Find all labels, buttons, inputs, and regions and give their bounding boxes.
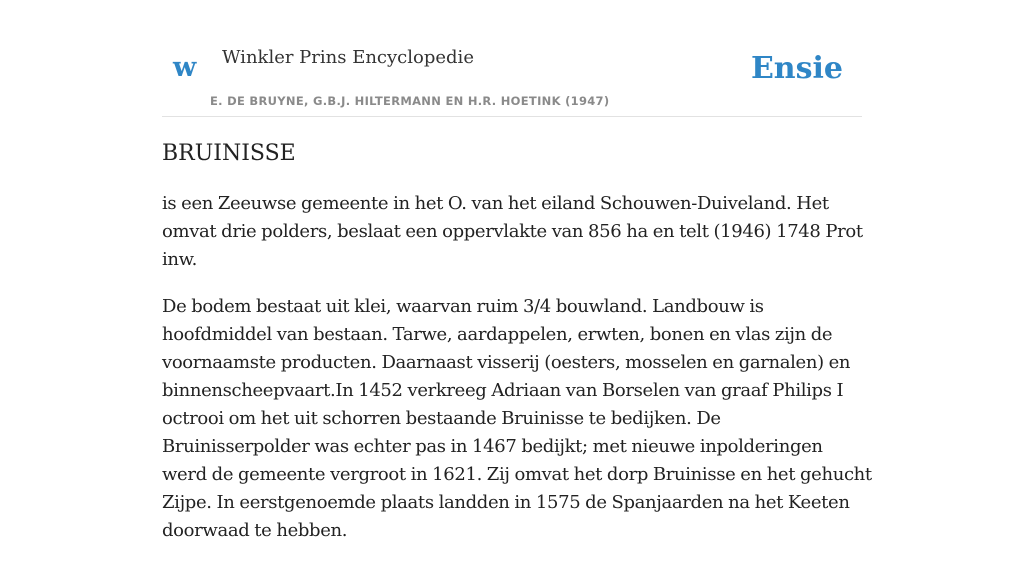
winkler-prins-logo[interactable]: w — [173, 52, 197, 83]
article — [162, 138, 872, 564]
article-title: BRUINISSE — [162, 141, 296, 166]
source-authors: E. DE BRUYNE, G.B.J. HILTERMANN EN H.R. HOETINK (1947) — [210, 94, 610, 108]
source-title[interactable]: Winkler Prins Encyclopedie — [222, 47, 474, 68]
article-paragraph: De bodem bestaat uit klei, waarvan ruim 3/4 bouwland. Landbouw is hoofdmiddel van bestaan. Tarwe, aardappelen, erwten, bonen en vlas zijn de voornaamste producten. Daarnaast visserij (oesters, mosselen en garnalen) en binnenscheepvaart.In 1452 verkreeg Adriaan van Borselen van graaf Philips I octrooi om het uit schorren bestaande Bruinisse te bedijken. De Bruinisserpolder was echter pas in 1467 bedijkt; met nieuwe inpolderingen werd de gemeente vergroot in 1621. Zij omvat het dorp Bruinisse en het gehucht Zijpe. In eerstgenoemde plaats landden in 1575 de Spanjaarden na het Keeten doorwaad te hebben. — [162, 296, 872, 541]
article-paragraph: is een Zeeuwse gemeente in het O. van het eiland Schouwen-Duiveland. Het omvat drie polders, beslaat een oppervlakte van 856 ha en telt (1946) 1748 Prot inw. — [162, 193, 863, 270]
ensie-logo[interactable]: Ensie — [750, 51, 843, 86]
source-header — [162, 40, 862, 117]
